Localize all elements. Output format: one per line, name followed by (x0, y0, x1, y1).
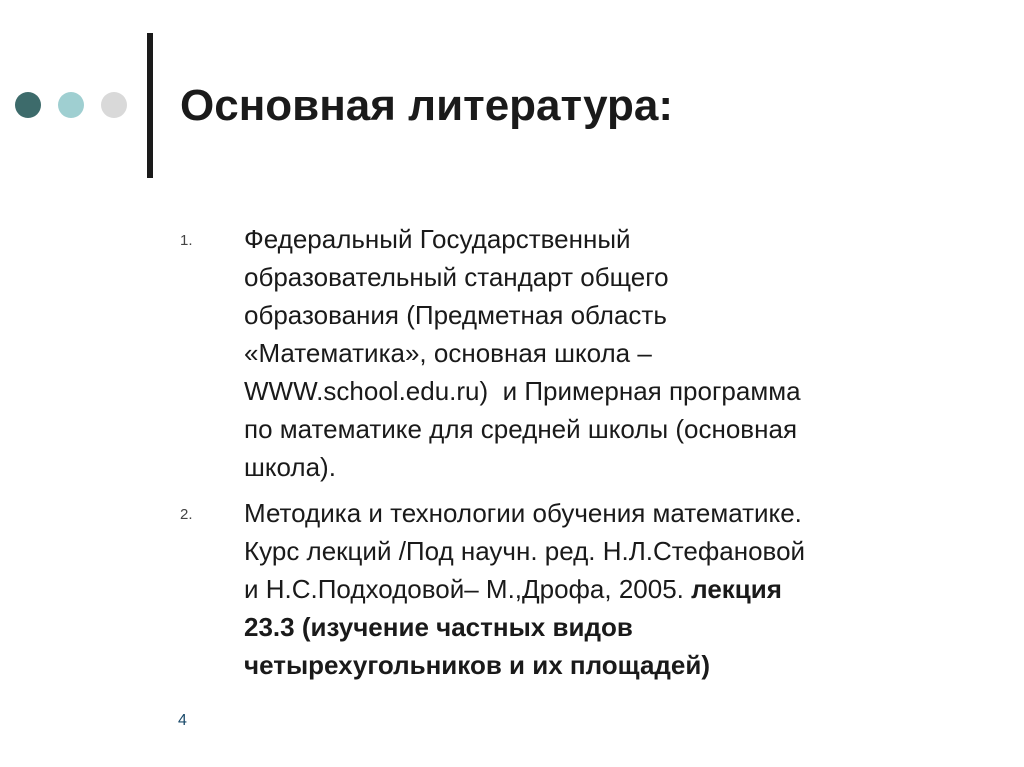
reference-line: Федеральный Государственный (244, 224, 631, 254)
reference-line: по математике для средней школы (основная (244, 414, 798, 444)
decorative-dots (0, 0, 160, 200)
reference-number: 2. (180, 506, 193, 523)
reference-line: образования (Предметная область (244, 300, 667, 330)
reference-text (244, 494, 980, 684)
page-number: 4 (178, 712, 187, 729)
reference-item-1 (180, 220, 980, 486)
reference-bold-part: лекция (691, 574, 782, 604)
dot-light-gray (101, 92, 127, 118)
reference-line: образовательный стандарт общего (244, 262, 669, 292)
reference-bold-part: 23.3 (изучение частных видов (244, 612, 633, 642)
reference-line: школа). (244, 452, 336, 482)
reference-number: 1. (180, 232, 193, 249)
reference-item-2 (180, 494, 980, 684)
reference-bold-part: четырехугольников и их площадей) (244, 650, 711, 680)
dot-light-teal (58, 92, 84, 118)
reference-text (244, 220, 980, 486)
reference-line: Курс лекций /Под научн. ред. Н.Л.Стефановой (244, 536, 806, 566)
reference-line: «Математика», основная школа – (244, 338, 652, 368)
reference-line: WWW.school.edu.ru) и Примерная программа (244, 376, 801, 406)
dot-dark-teal (15, 92, 41, 118)
slide-title: Основная литература: (180, 81, 674, 130)
reference-line: и Н.С.Подходовой– М.,Дрофа, 2005. (244, 574, 692, 604)
reference-line: Методика и технологии обучения математике. (244, 498, 802, 528)
reference-list (180, 220, 980, 692)
title-divider-line (147, 33, 153, 178)
